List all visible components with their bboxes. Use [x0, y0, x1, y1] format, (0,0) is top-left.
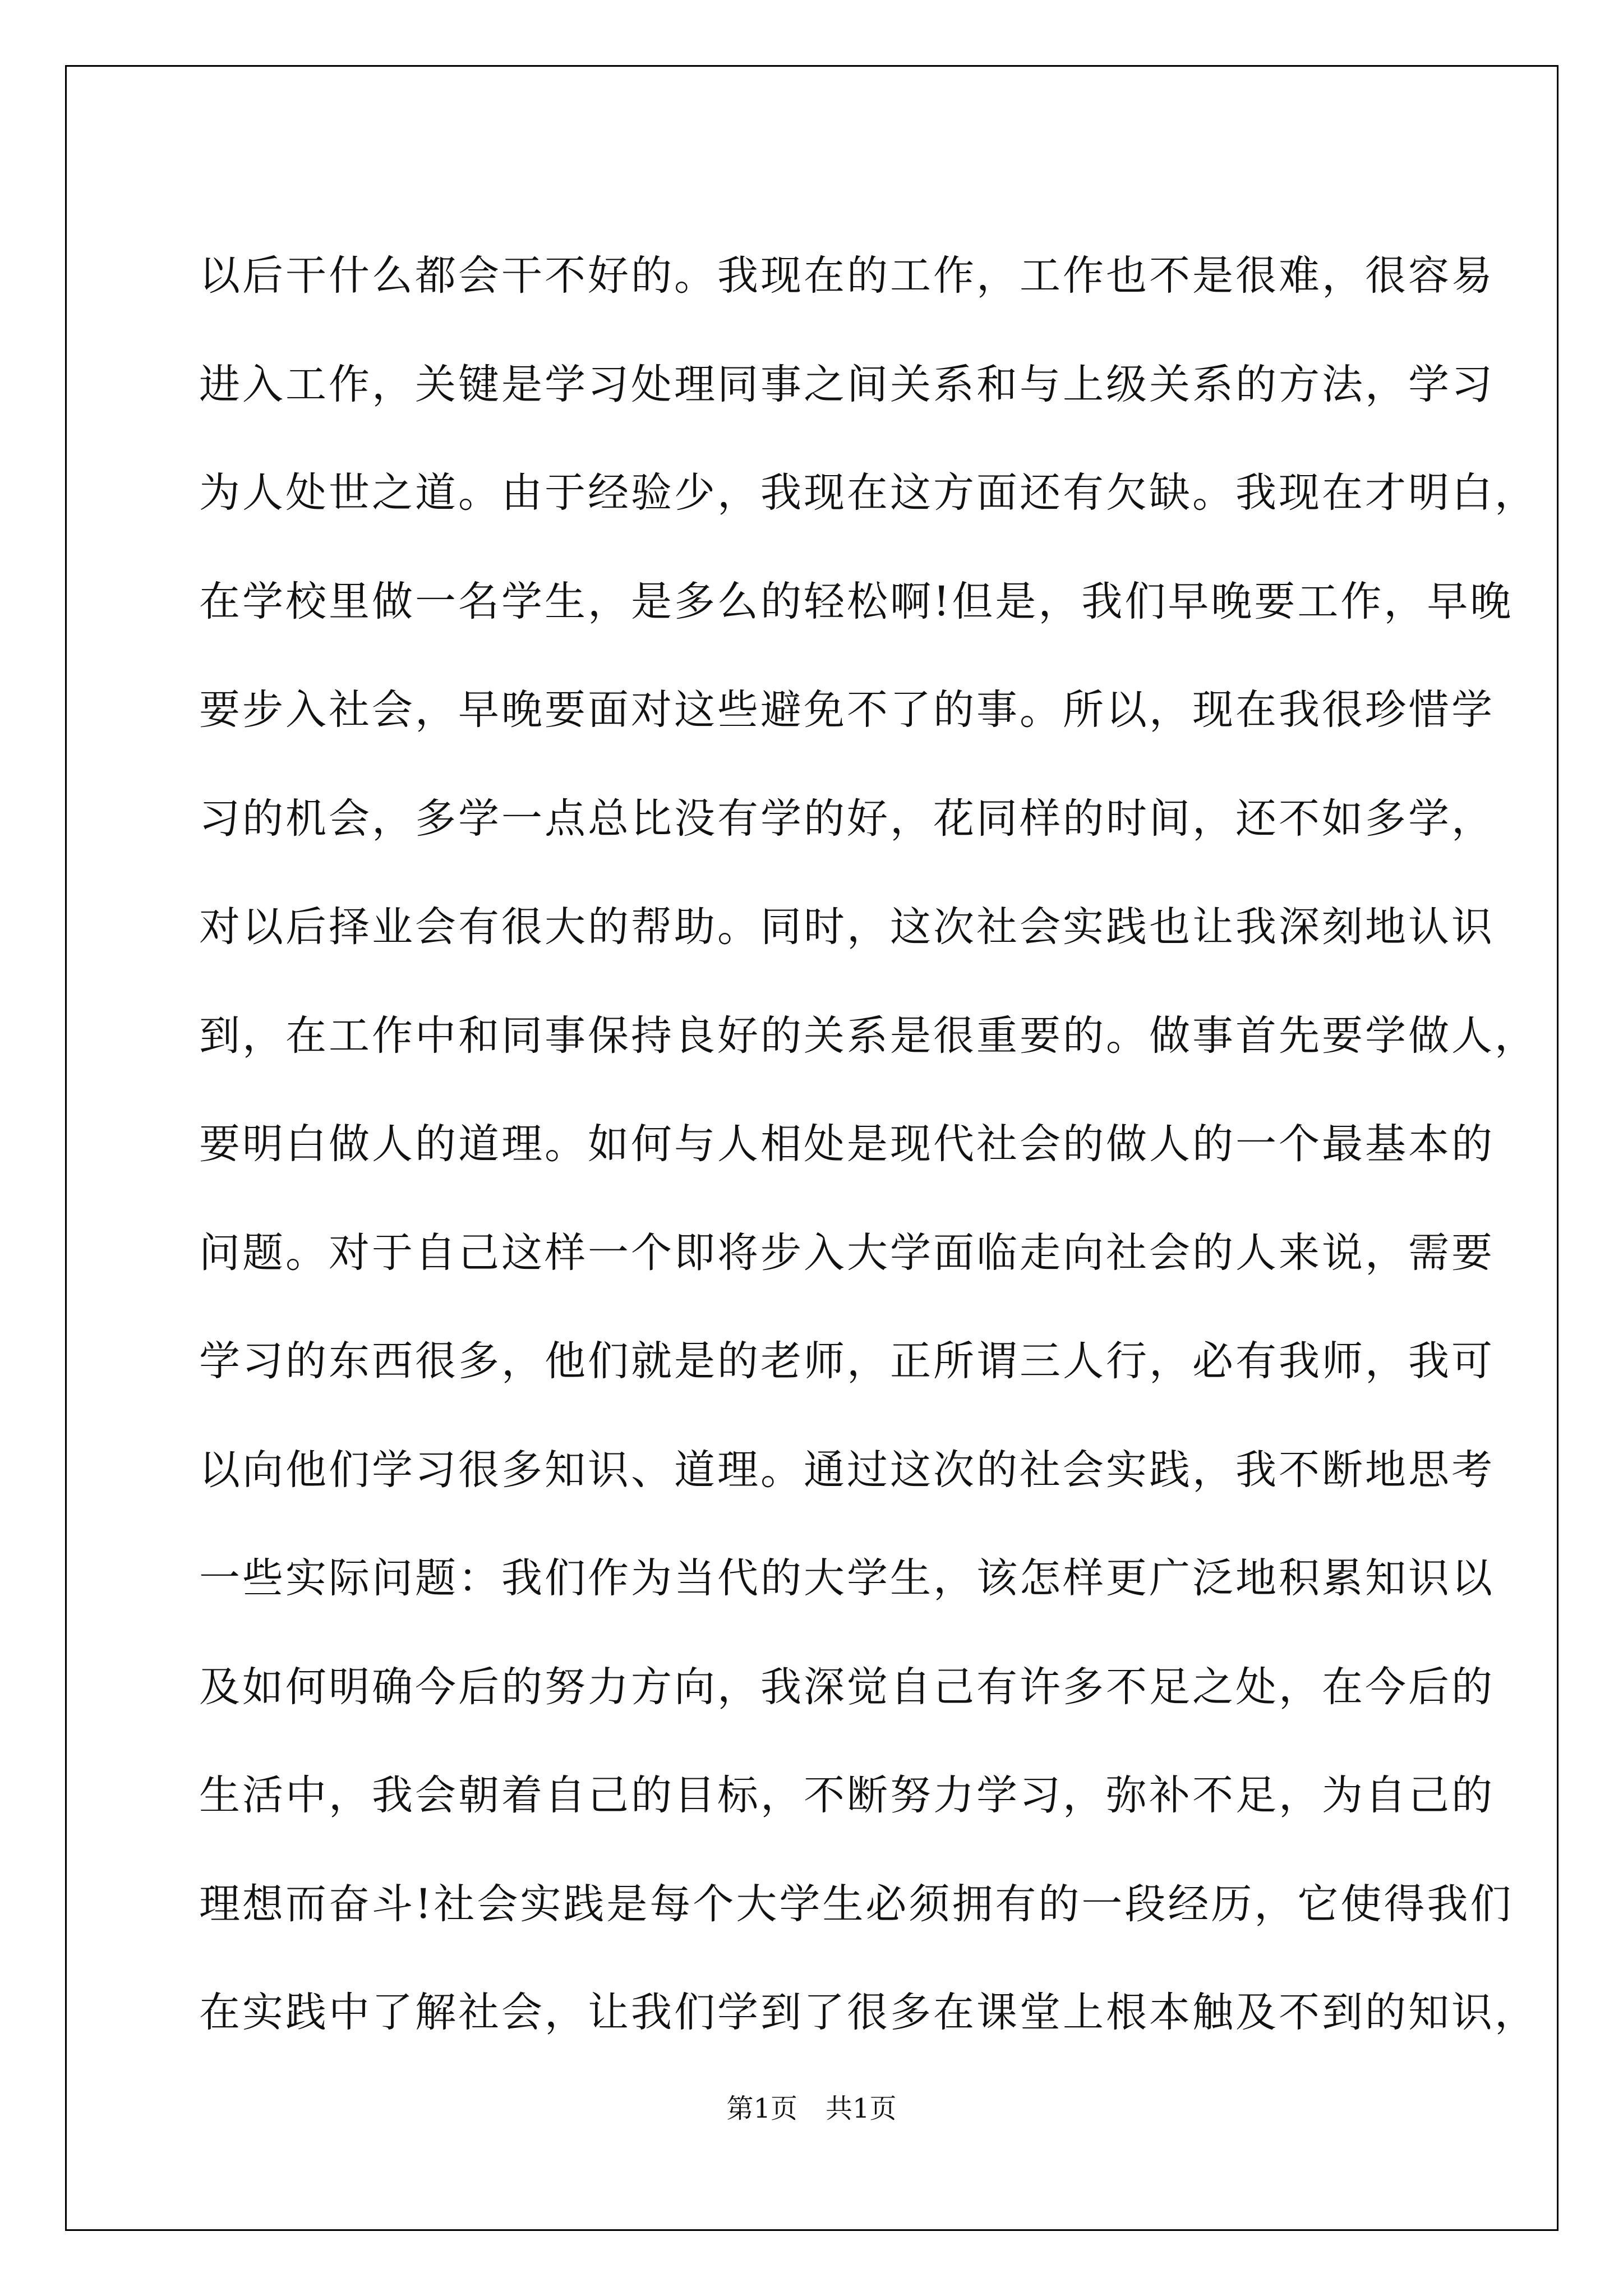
- text-line: 以向他们学习很多知识、道理。通过这次的社会实践，我不断地思考: [199, 1446, 1495, 1494]
- text-line: 对以后择业会有很大的帮助。同时，这次社会实践也让我深刻地认识: [199, 903, 1495, 951]
- text-line: 到，在工作中和同事保持良好的关系是很重要的。做事首先要学做人，: [199, 1011, 1538, 1060]
- text-line: 在学校里做一名学生，是多么的轻松啊!但是，我们早晚要工作，早晚: [199, 577, 1514, 625]
- text-line: 理想而奋斗!社会实践是每个大学生必须拥有的一段经历，它使得我们: [199, 1880, 1514, 1928]
- text-line: 习的机会，多学一点总比没有学的好，花同样的时间，还不如多学，: [199, 794, 1495, 843]
- page-number: 第1页: [726, 2093, 797, 2124]
- text-line: 及如何明确今后的努力方向，我深觉自己有许多不足之处，在今后的: [199, 1663, 1495, 1711]
- text-line: 生活中，我会朝着自己的目标，不断努力学习，弥补不足，为自己的: [199, 1772, 1495, 1819]
- text-line: 以后干什么都会干不好的。我现在的工作，工作也不是很难，很容易: [199, 252, 1495, 300]
- text-line: 学习的东西很多，他们就是的老师，正所谓三人行，必有我师，我可: [199, 1337, 1495, 1385]
- text-line: 进入工作，关键是学习处理同事之间关系和与上级关系的方法，学习: [199, 360, 1495, 408]
- body-text: [199, 222, 1538, 2067]
- text-line: 问题。对于自己这样一个即将步入大学面临走向社会的人来说，需要: [199, 1228, 1495, 1277]
- text-line: 要明白做人的道理。如何与人相处是现代社会的做人的一个最基本的: [199, 1120, 1495, 1168]
- text-line: 一些实际问题：我们作为当代的大学生，该怎样更广泛地积累知识以: [199, 1554, 1495, 1602]
- page-footer: [0, 2087, 1623, 2125]
- text-line: 要步入社会，早晚要面对这些避免不了的事。所以，现在我很珍惜学: [199, 686, 1495, 734]
- text-line: 在实践中了解社会，让我们学到了很多在课堂上根本触及不到的知识，: [199, 1989, 1538, 2036]
- text-line: 为人处世之道。由于经验少，我现在这方面还有欠缺。我现在才明白，: [199, 469, 1538, 517]
- total-pages: 共1页: [826, 2093, 897, 2124]
